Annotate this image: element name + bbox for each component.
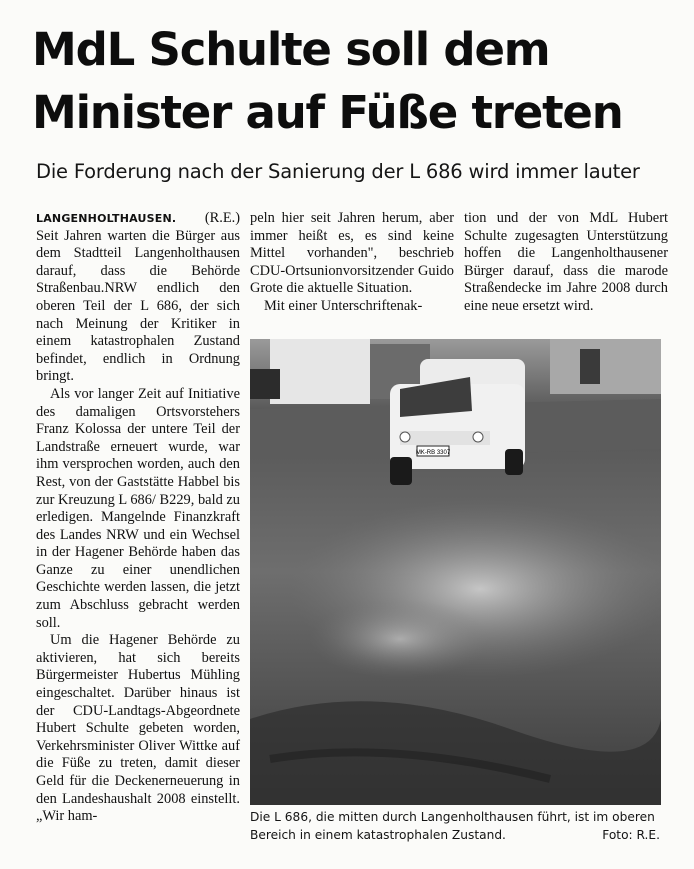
paragraph-4: peln hier seit Jahren herum, aber immer heißt es, es sind keine Mittel vorhanden", beschrieb CDU-Ortsunionvorsitzender Guido Grote die aktuelle Situation. — [250, 210, 454, 297]
subheadline: Die Forderung nach der Sanierung der L 686 wird immer lauter — [36, 160, 640, 183]
article-column-2 — [250, 210, 454, 316]
paragraph-3: Um die Hagener Behörde zu aktivieren, hat sich bereits Bürgermeister Hubertus Mühling eingeschaltet. Darüber hinaus ist der CDU-Landtags-Abgeordnete Hubert Schulte gebeten worden, Verkehrsminister Oliver Wittke auf die Füße zu treten, damit dieser Geld für die Deckenerneuerung in den Landeshaushalt 2008 einstellt. „Wir ham- — [36, 632, 240, 825]
license-plate-text: MK-RB 3307 — [415, 450, 451, 456]
article-column-3 — [464, 210, 668, 316]
author-tag: (R.E.) — [204, 210, 240, 226]
photo-caption — [250, 808, 660, 844]
paragraph-6: tion und der von MdL Hubert Schulte zugesagten Unterstützung hoffen die Langenholthausener Bürger darauf, dass die marode Straßendecke im Jahre 2008 durch eine neue ersetzt wird. — [464, 210, 668, 314]
article-column-1 — [36, 210, 240, 826]
paragraph-1: Seit Jahren warten die Bürger aus dem Stadtteil Langenholthausen darauf, dass die Behörde Straßenbau.NRW endlich den oberen Teil der L 686, der sich nach Meinung der Kritiker in einem katastrophalen Zustand befindet, endlich in Ordnung bringt. — [36, 227, 240, 385]
news-photo — [250, 339, 661, 805]
caption-text: Die L 686, die mitten durch Langenholthausen führt, ist im oberen Bereich in einem katastrophalen Zustand. — [250, 810, 655, 842]
photo-credit: Foto: R.E. — [602, 828, 660, 842]
headline — [32, 18, 672, 144]
paragraph-5: Mit einer Unterschriftenak- — [264, 297, 423, 314]
dateline: LANGENHOLTHAUSEN. — [36, 212, 177, 225]
headline-line-2: Minister auf Füße treten — [32, 86, 623, 139]
paragraph-2: Als vor langer Zeit auf Initiative des damaligen Ortsvorstehers Franz Kolossa der untere Teil der Landstraße erneuert wurde, war ihm versprochen worden, auch den Rest, von der Gaststätte Habbel bis zur Kreuzung L 686/ B229, bald zu erledigen. Mangelnde Finanzkraft des Landes NRW und ein Wechsel in der Hagener Behörde haben das Ganze zu einer unendlichen Geschichte werden lassen, die jetzt zum Abschluss gebracht werden soll. — [36, 385, 240, 631]
street-photo-illustration — [250, 339, 661, 805]
headline-line-1: MdL Schulte soll dem — [32, 23, 550, 76]
